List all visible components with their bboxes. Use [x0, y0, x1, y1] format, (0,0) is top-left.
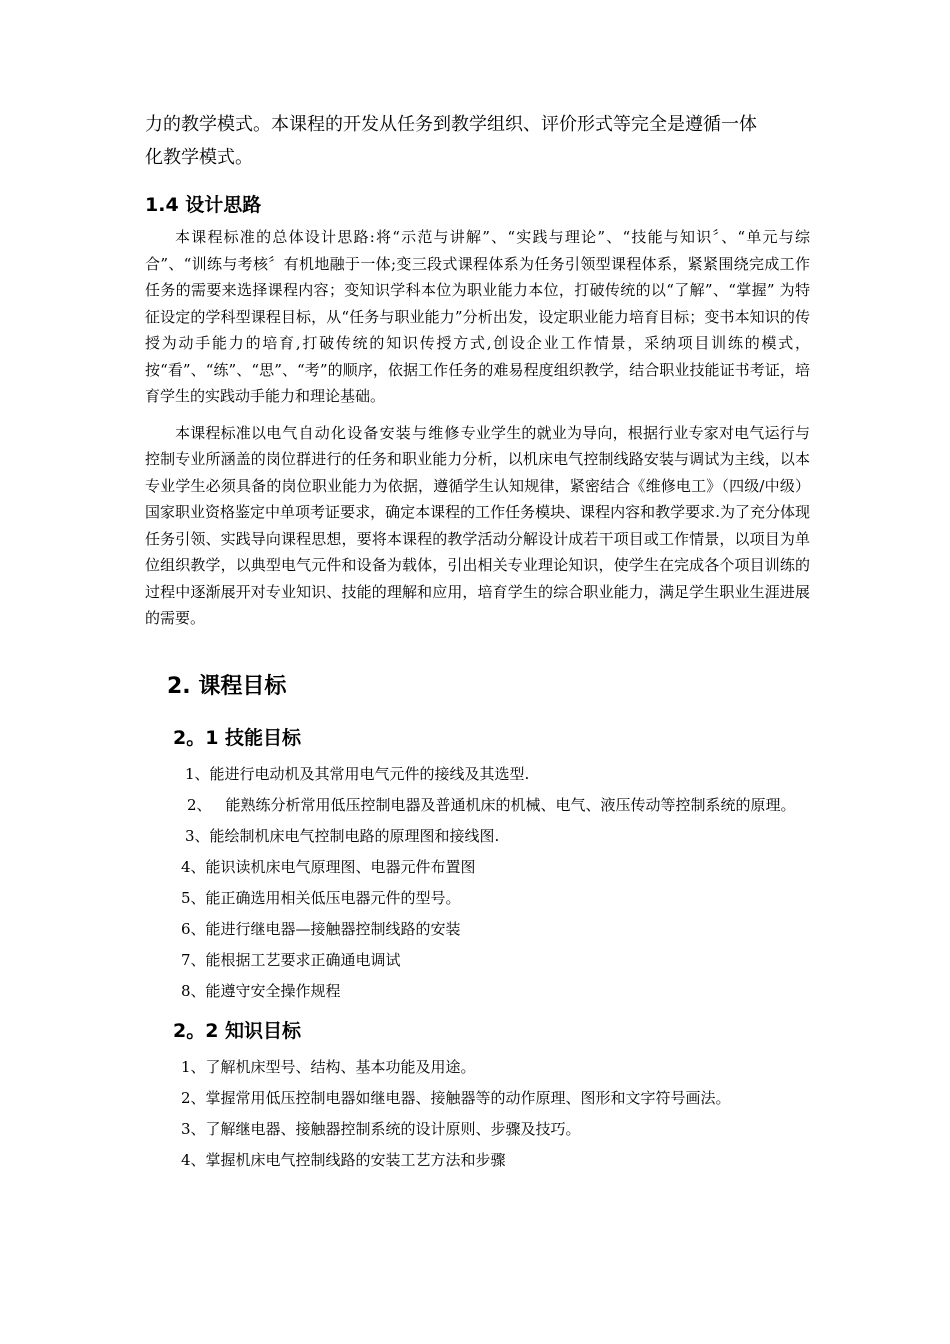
skill-item-4: 4、能识读机床电气原理图、电器元件布置图 — [181, 857, 476, 876]
knowledge-item-4: 4、掌握机床电气控制线路的安装工艺方法和步骤 — [181, 1150, 506, 1169]
skill-item-1: 1、能进行电动机及其常用电气元件的接线及其选型. — [185, 764, 530, 783]
knowledge-item-2: 2、掌握常用低压控制电器如继电器、接触器等的动作原理、图形和文字符号画法。 — [181, 1088, 731, 1107]
document-page — [145, 108, 810, 1179]
skill-item-8: 8、能遵守安全操作规程 — [181, 981, 341, 1000]
intro-line-2: 化教学模式。 — [145, 147, 253, 168]
design-paragraph-1: 本课程标准的总体设计思路:将“示范与讲解”、“实践与理论”、“技能与知识〞、“单元与综合”、“训练与考核〞有机地融于一体;变三段式课程体系为任务引领型课程体系，紧紧围绕完成工作任务的需要来选择课程内容；变知识学科本位为职业能力本位，打破传统的以“了解”、“掌握” 为特征设定的学科型课程目标，从“任务与职业能力”分析出发，设定职业能力培育目标；变书本知识的传授为动手能力的培育,打破传统的知识传授方式,创设企业工作情景，采纳项目训练的模式，按“看”、“练”、“思”、“考”的顺序，依据工作任务的难易程度组织教学，结合职业技能证书考证，培育学生的实践动手能力和理论基础。 — [145, 228, 810, 405]
skill-item-6: 6、能进行继电器—接触器控制线路的安装 — [181, 919, 461, 938]
section-2-2-heading: 2。2 知识目标 — [173, 1019, 302, 1042]
skill-item-3: 3、能绘制机床电气控制电路的原理图和接线图. — [185, 826, 500, 845]
section-2-heading: 2. 课程目标 — [167, 673, 287, 699]
design-paragraph-2 — [145, 420, 810, 632]
skill-item-2-number: 2、 — [187, 795, 212, 814]
knowledge-item-3: 3、了解继电器、接触器控制系统的设计原则、步骤及技巧。 — [181, 1119, 581, 1138]
design-paragraph-2-rest: 专业学生的就业为导向，根据行业专家对电气运行与控制专业所涵盖的岗位群进行的任务和职业能力分析，以机床电气控制线路安装与调试为主线，以本专业学生必须具备的岗位职业能力为依据，遵循学生认知规律，紧密结合《维修电工》（四级/中级）国家职业资格鉴定中单项考证要求，确定本课程的工作任务模块、课程内容和教学要求.为了充分体现任务引领、实践导向课程思想，要将本课程的教学活动分解设计成若干项目或工作情景，以项目为单位组织教学，以典型电气元件和设备为载体，引出相关专业理论知识，使学生在完成各个项目训练的过程中逐渐展开对专业知识、技能的理解和应用，培育学生的综合职业能力，满足学生职业生涯进展的需要。 — [145, 423, 810, 627]
section-1-4-heading: 1.4 设计思路 — [145, 194, 262, 216]
design-paragraph-2-major: 电气自动化设备安装与维修 — [266, 423, 461, 442]
section-2-1-heading: 2。1 技能目标 — [173, 726, 302, 749]
skill-item-7: 7、能根据工艺要求正确通电调试 — [181, 950, 401, 969]
skill-item-2 — [145, 793, 810, 817]
intro-paragraph — [145, 108, 810, 174]
skill-item-5: 5、能正确选用相关低压电器元件的型号。 — [181, 888, 461, 907]
skill-item-2-text: 能熟练分析常用低压控制电器及普通机床的机械、电气、液压传动等控制系统的原理。 — [225, 795, 796, 814]
intro-line-1: 力的教学模式。本课程的开发从任务到教学组织、评价形式等完全是遵循一体 — [145, 114, 757, 135]
design-paragraph-2-prefix: 本课程标准以 — [175, 423, 267, 442]
knowledge-item-1: 1、了解机床型号、结构、基本功能及用途。 — [181, 1057, 476, 1076]
